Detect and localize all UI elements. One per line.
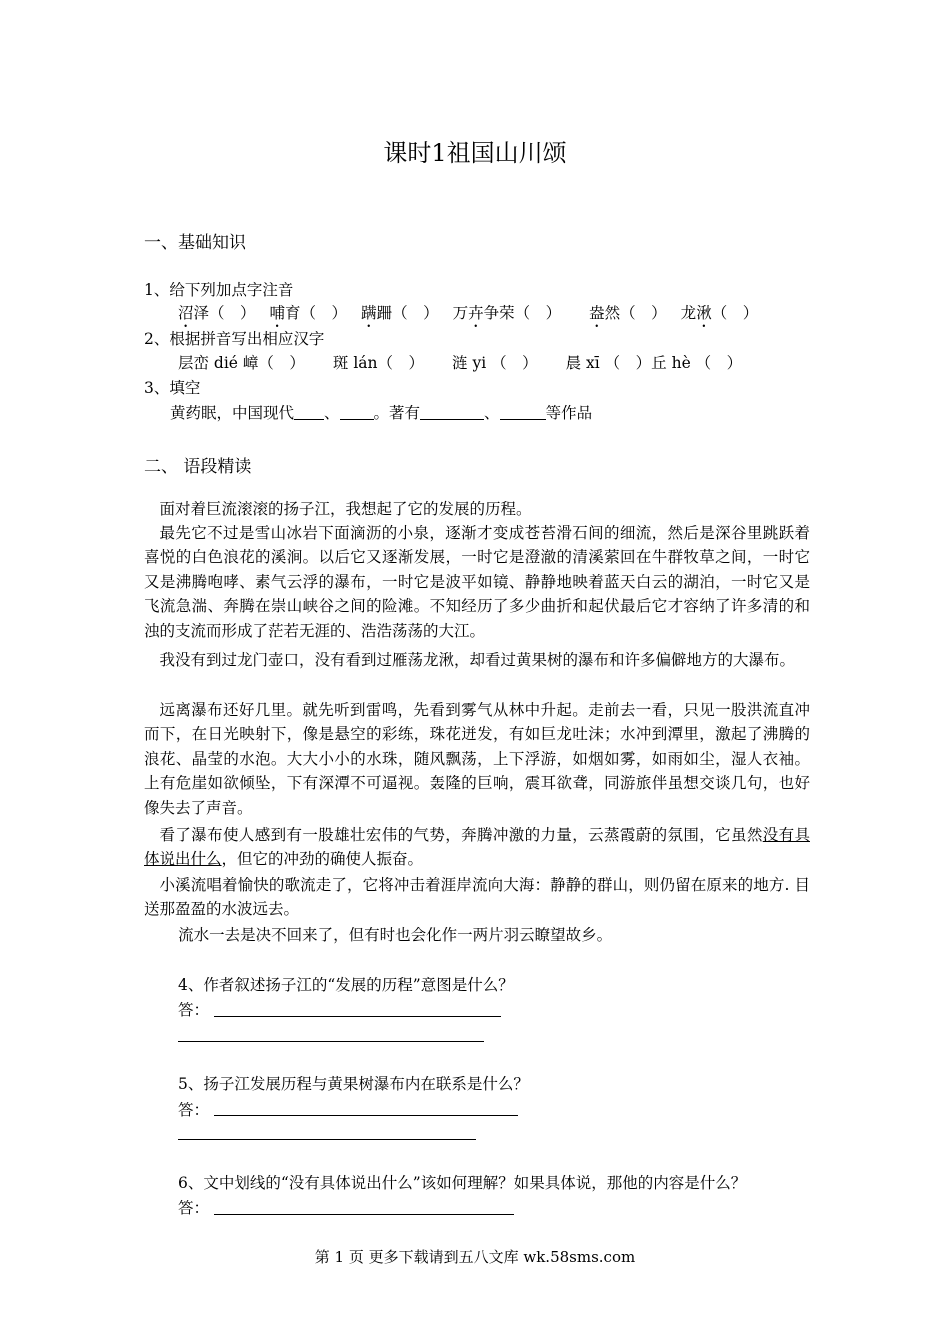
question-4-answer-label: 答： <box>178 1001 210 1019</box>
question-1-label: 1、给下列加点字注音 <box>144 281 294 299</box>
q1-item: 盎然（ ） <box>589 304 667 322</box>
q2-item: 斑 lán（ ） <box>332 354 425 372</box>
q2-item: 晨 xī （ ） <box>565 354 652 372</box>
question-5-label: 5、扬子江发展历程与黄果树瀑布内在联系是什么？ <box>178 1075 529 1093</box>
q1-item: 万卉争荣（ ） <box>452 304 562 322</box>
passage-paragraph-2: 最先它不过是雪山冰岩下面滴沥的小泉，逐渐才变成苍苔滑石间的细流，然后是深谷里跳跃着喜悦的白色浪花的溪涧。以后它又逐渐发展，一时它是澄澈的清溪萦回在牛群牧草之间，一时它又是沸腾咆哮、素气云浮的瀑布，一时它是波平如镜、静静地映着蓝天白云的湖泊，一时它又是飞流急湍、奔腾在崇山峡谷之间的险滩。不知经历了多少曲折和起伏最后它才容纳了许多清的和浊的支流而形成了茫若无涯的、浩浩荡荡的大江。 <box>144 524 810 640</box>
answer-line[interactable] <box>178 1139 476 1140</box>
underlined-phrase: 没有具体说出什么 <box>144 826 810 869</box>
question-2-label: 2、根据拼音写出相应汉字 <box>144 330 325 348</box>
answer-line[interactable] <box>214 1115 518 1116</box>
section-heading-basics: 一、基础知识 <box>144 233 246 253</box>
q1-item: 哺育（ ） <box>269 304 348 322</box>
fill-blank[interactable] <box>500 404 546 420</box>
question-5-answer-label: 答： <box>178 1101 210 1119</box>
fill-blank[interactable] <box>340 404 374 420</box>
question-3-fill: 黄药眠，中国现代 、 。著有 、 等作品 <box>170 404 593 422</box>
question-6-answer-label: 答： <box>178 1199 210 1217</box>
passage-paragraph-5: 看了瀑布使人感到有一股雄壮宏伟的气势，奔腾冲激的力量，云蒸霞蔚的氛围，它虽然没有具体说出什么，但它的冲劲的确使人振奋。 <box>144 826 810 869</box>
answer-line[interactable] <box>178 1041 484 1042</box>
q1-item: 龙湫（ ） <box>680 304 759 322</box>
question-3-label: 3、填空 <box>144 379 201 397</box>
fill-blank[interactable] <box>294 404 324 420</box>
passage-paragraph-7: 流水一去是决不回来了，但有时也会化作一两片羽云瞭望故乡。 <box>178 926 613 944</box>
passage-paragraph-4: 远离瀑布还好几里。就先听到雷鸣，先看到雾气从林中升起。走前去一看，只见一股洪流直冲而下，在日光映射下，像是悬空的彩练，珠花迸发，有如巨龙吐沫；水冲到潭里，激起了沸腾的浪花、晶莹的水泡。大大小小的水珠，随风飘荡，上下浮游，如烟如雾，如雨如尘，湿人衣袖。上有危崖如欲倾坠，下有深潭不可逼视。轰隆的巨响，震耳欲聋，同游旅伴虽想交谈几句，也好像失去了声音。 <box>144 701 810 817</box>
passage-paragraph-1: 面对着巨流滚滚的扬子江，我想起了它的发展的历程。 <box>159 500 532 518</box>
question-4-label: 4、作者叙述扬子江的“发展的历程”意图是什么？ <box>178 976 514 994</box>
page-footer: 第 1 页 更多下载请到五八文库 wk.58sms.com <box>314 1248 636 1266</box>
page-title: 课时1祖国山川颂 <box>383 139 567 167</box>
answer-line[interactable] <box>214 1214 514 1215</box>
q2-item: 层峦 dié 嶂（ ） <box>178 354 305 372</box>
q2-item: 涟 yi （ ） <box>452 354 538 372</box>
section-heading-reading: 二、 语段精读 <box>144 457 252 477</box>
fill-blank[interactable] <box>420 404 484 420</box>
passage-paragraph-6: 小溪流唱着愉快的歌流走了，它将冲击着涯岸流向大海：静静的群山，则仍留在原来的地方. 目送那盈盈的水波远去。 <box>144 876 810 919</box>
q1-item: 蹒跚（ ） <box>361 304 439 322</box>
q2-item: 丘 hè （ ） <box>651 354 743 372</box>
passage-paragraph-3: 我没有到过龙门壶口，没有看到过雁荡龙湫，却看过黄果树的瀑布和许多偏僻地方的大瀑布。 <box>159 651 796 669</box>
question-2-items <box>178 351 742 373</box>
question-6-label: 6、文中划线的“没有具体说出什么”该如何理解？如果具体说，那他的内容是什么？ <box>178 1174 747 1192</box>
answer-line[interactable] <box>214 1016 501 1017</box>
q1-item: 沼泽（ ） <box>178 304 256 322</box>
